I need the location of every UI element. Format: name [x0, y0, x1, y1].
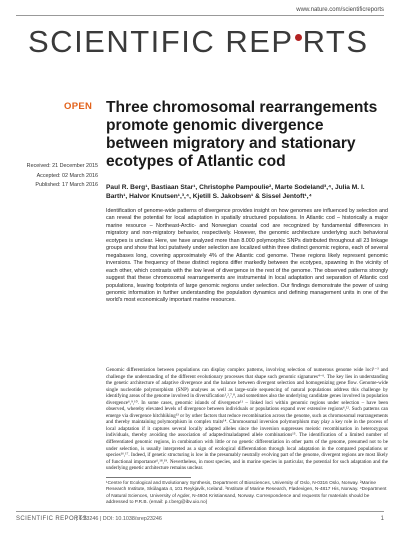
affiliations-text: ¹Centre for Ecological and Evolutionary Synthesis, Department of Biosciences, University of Oslo, N-0316 Oslo, Norway. ²Marine Research Institute, Skúlagata 4, 101 Reykjavík, Iceland. ³Institute of Marine Research, Flødevigen, N-4817 His, Norway. ⁴Department of Natural Sciences, University of Agder, N-4604 Kristiansand, Norway. Correspondence and requests for materials should be addressed to P.R.B. (email: p.r.berg@ibv.uio.no) — [106, 481, 387, 506]
published-date: Published: 17 March 2016 — [35, 182, 98, 188]
article-dates — [16, 162, 98, 191]
author-list: Paul R. Berg¹, Bastiaan Star¹, Christophe Pampoulie², Marte Sodeland³,⁴, Julia M. I. Barth¹, Halvor Knutsen¹,³,⁴, Kjetill S. Jakobsen¹ & Sissel Jentoft¹,⁴ — [106, 184, 365, 201]
journal-url[interactable]: www.nature.com/scientificreports — [296, 7, 384, 13]
masthead-word-scientific: SCIENTIFIC — [28, 24, 216, 59]
footnote-divider — [106, 477, 191, 478]
journal-masthead — [28, 24, 369, 60]
page-number: 1 — [380, 516, 384, 522]
masthead-word-reports-start: REP — [225, 24, 294, 59]
abstract-text: Identification of genome-wide patterns of divergence provides insight on how genomes are influenced by selection and can reveal the potential for local adaptation in spatially structured populations. In Atlantic cod – historically a major marine resource – Northeast-Arctic- and Norwegian coastal cod are recognized by fundamental differences in migratory and non-migratory behavior, respectively. However, the genomic architecture underlying such behavioral ecotypes is unclear. Here, we have analyzed more than 8.000 polymorphic SNPs distributed throughout all 23 linkage groups and show that loci putatively under selection are localized within three distinct genomic regions, each of several megabases long, covering approximately 4% of the Atlantic cod genome. These regions likely represent genomic inversions. The frequency of these distinct regions differ markedly between the ecotypes, spawning in the vicinity of each other, which contrasts with the low level of divergence in the rest of the genome. The observed patterns strongly suggest that these chromosomal rearrangements are instrumental in local adaptation and separation of Atlantic cod populations, leaving footprints of large genomic regions under selection. Our findings demonstrate the power of using genomic information in further understanding the population dynamics and defining management units in one of the world's most economically important marine resources. — [106, 208, 388, 304]
body-paragraph: Genomic differentiation between populations can display complex patterns, involving selection of numerous genome wide loci¹⁻³ and challenge the understanding of the different evolutionary processes that shape such genomic signatures⁴⁻⁶. The key lies in understanding the genetic architecture of adaptive divergence and the balance between divergent selection and homogenizing gene flow. Genome-wide single nucleotide polymorphism (SNP) analyses as well as large-scale sequencing of natural populations address this challenge by identifying areas of the genome involved in diversification¹,²,⁷,⁸, and sometimes also the underlying candidate genes involved in population divergence⁶,⁹,¹⁰. In some cases, genomic islands of divergence¹¹ – linked loci within genomic regions under selection – have been observed, whereby elevated levels of divergence between individuals or populations expand over extensive regions⁶,¹². Such patterns can emerge via divergence hitchhiking¹³ or by other factors that reduce recombination across the genome, such as chromosomal rearrangements and thereby maintaining polymorphism in complex traits¹⁴. Chromosomal inversion polymorphism may play a key role in the process of local adaptation if it captures several locally adapted alleles since the inversion suppresses meiotic recombination in heterozygous individuals, thereby avoiding the association of adapted/maladapted allele combinations¹⁵. The identification of a limited number of differentiated genomic regions, in combination with little or no genetic differentiation in other parts of the genome, presumed not to be under selection, is usually interpreted as a sign of ecological differentiation through local adaptation in the compared populations or species¹⁶,¹⁷. Indeed, if genetic structuring is low in the presumably neutrally evolving part of the genome, divergent regions are most likely of functional importance⁶,¹⁸,¹⁹. Nevertheless, in most species, and in marine species in particular, the potential for such adaptation and the underlying genetic architecture remains unclear. — [106, 367, 388, 472]
footer-doi[interactable]: | 6:23246 | DOI: 10.1038/srep23246 — [76, 516, 162, 522]
masthead-dot-icon — [295, 34, 302, 41]
footer-journal-name: SCIENTIFIC REPORTS — [16, 516, 88, 522]
header-divider — [16, 15, 384, 16]
open-access-label: OPEN — [64, 101, 93, 112]
footer-divider — [16, 511, 384, 512]
accepted-date: Accepted: 02 March 2016 — [36, 172, 98, 179]
article-title: Three chromosomal rearrangements promote genomic divergence between migratory and stationary ecotypes of Atlantic cod — [106, 99, 378, 170]
received-date: Received: 21 December 2015 — [26, 163, 98, 169]
masthead-word-reports-end: RTS — [302, 24, 369, 59]
